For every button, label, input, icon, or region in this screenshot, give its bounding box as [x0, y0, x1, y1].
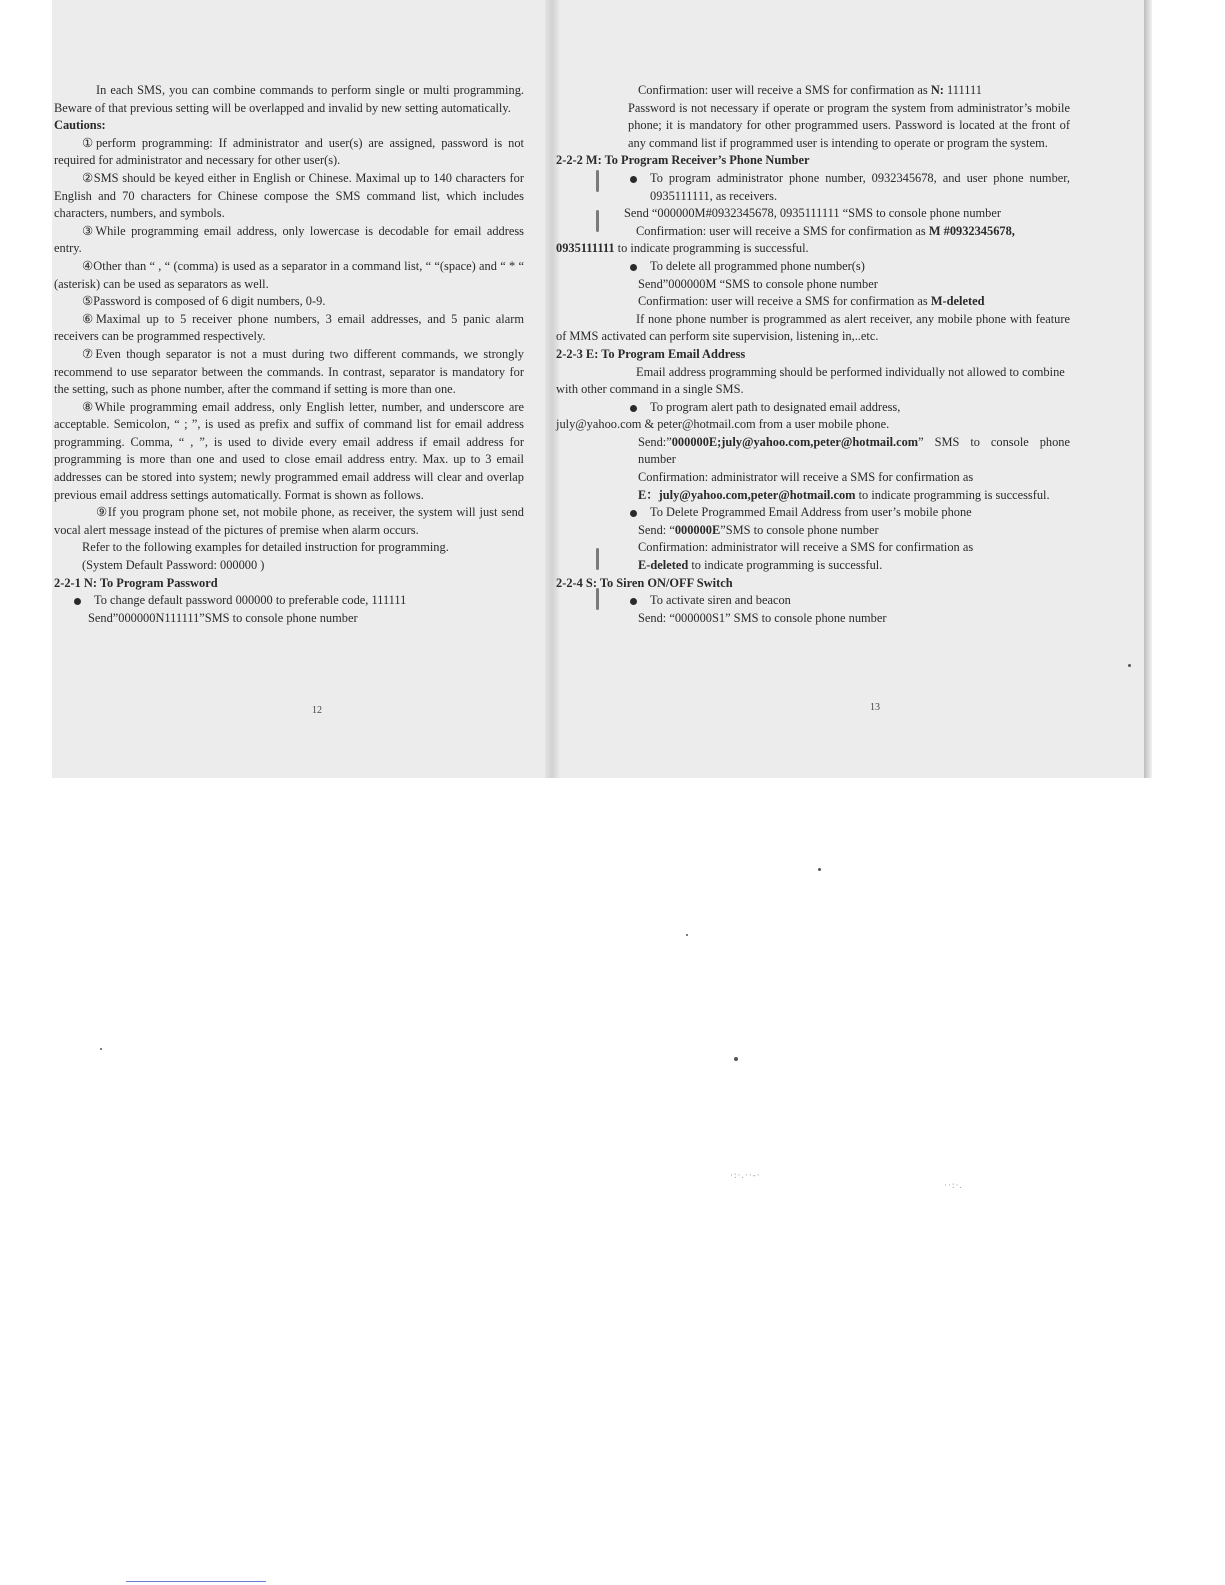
bullet-item: To delete all programmed phone number(s): [610, 258, 1070, 276]
email-addresses: july@yahoo.com & peter@hotmail.com from a user mobile phone.: [556, 417, 890, 432]
staple-mark: [596, 548, 599, 570]
bullet-item: To program administrator phone number, 0932345678, and user phone number, 0935111111, as receivers.: [610, 170, 1070, 205]
send-instruction: Send”000000M “SMS to console phone number: [638, 276, 878, 291]
staple-mark: [596, 170, 599, 192]
scan-speck: [100, 1048, 102, 1050]
bullet-item: To change default password 000000 to preferable code, 111111: [54, 592, 524, 610]
bullet-item: To program alert path to designated email address,: [610, 399, 1070, 417]
password-note: Password is not necessary if operate or program the system from administrator’s mobile phone; it is mandatory for other programmed users. Password is located at the front of any command list if programmed user is intending to operate or program the system.: [628, 100, 1070, 150]
caution-item: ①perform programming: If administrator and user(s) are assigned, password is not required for administrator and necessary for other user(s).: [54, 135, 524, 168]
send-instruction: Send”000000N111111”SMS to console phone number: [88, 610, 358, 625]
intro-paragraph: In each SMS, you can combine commands to perform single or multi programming. Beware of that previous setting will be overlapped and invalid by new setting automatically.: [54, 83, 524, 115]
caution-item: ⑦Even though separator is not a must during two different commands, we strongly recommend to use separator between the commands. In contrast, separator is mandatory for the setting, such as phone number, after the command if setting is more than one.: [54, 346, 524, 397]
bottom-underline: [126, 1581, 266, 1582]
caution-item: ⑥Maximal up to 5 receiver phone numbers, 3 email addresses, and 5 panic alarm receivers can be programmed respectively.: [54, 311, 524, 344]
confirmation-text: Confirmation: user will receive a SMS for confirmation as M-deleted: [638, 294, 985, 309]
section-heading-224: 2-2-4 S: To Siren ON/OFF Switch: [556, 575, 733, 590]
send-instruction: Send: “000000S1” SMS to console phone number: [638, 610, 887, 625]
page-number: 12: [312, 705, 322, 716]
email-intro-continued: with other command in a single SMS.: [556, 382, 744, 397]
send-instruction: Send “000000M#0932345678, 0935111111 “SMS to console phone number: [624, 206, 1001, 221]
confirmation-text: Confirmation: administrator will receive a SMS for confirmation as: [638, 540, 974, 555]
note-paragraph: If none phone number is programmed as alert receiver, any mobile phone with feature of MMS activated can perform site supervision, listening in,..etc.: [556, 311, 1070, 344]
cautions-heading: Cautions:: [54, 118, 106, 133]
bullet-dot-icon: [630, 264, 637, 271]
confirmation-text: Confirmation: administrator will receive a SMS for confirmation as: [638, 470, 974, 485]
page-edge-shadow: [1144, 0, 1152, 778]
scan-speck: [1128, 664, 1131, 667]
scan-speck: [734, 1057, 738, 1061]
caution-item: ⑨If you program phone set, not mobile phone, as receiver, the system will just send vocal alert message instead of the pictures of premise when alarm occurs.: [54, 505, 524, 537]
caution-item: ④Other than “ , “ (comma) is used as a separator in a command list, “ “(space) and “ * “ (asterisk) can be used as separators as well.: [54, 258, 524, 291]
section-heading-222: 2-2-2 M: To Program Receiver’s Phone Number: [556, 153, 810, 168]
confirmation-continued: E-deleted to indicate programming is successful.: [638, 558, 883, 573]
email-intro: Email address programming should be performed individually not allowed to combine: [636, 364, 1065, 379]
default-password-note: (System Default Password: 000000 ): [82, 558, 265, 573]
scan-speck: [686, 934, 688, 936]
send-instruction: Send:”000000E;july@yahoo.com,peter@hotmail.com” SMS to console phone number: [638, 434, 1070, 467]
staple-mark: [596, 210, 599, 232]
caution-item: ②SMS should be keyed either in English or Chinese. Maximal up to 140 characters for English and 70 characters for Chinese compose the SMS command list, which includes characters, numbers, and symbols.: [54, 170, 524, 221]
caution-item: ③While programming email address, only lowercase is decodable for email address entry.: [54, 223, 524, 256]
bullet-dot-icon: [630, 405, 637, 412]
bullet-dot-icon: [630, 176, 637, 183]
scan-speck: [818, 868, 821, 871]
page-number: 13: [870, 702, 880, 713]
caution-item: ⑤Password is composed of 6 digit numbers, 0-9.: [82, 294, 326, 309]
confirmation-text: Confirmation: user will receive a SMS for confirmation as N: 111111: [638, 83, 982, 97]
scan-smudge: ·:·.··-·: [730, 1170, 761, 1180]
left-page: [54, 82, 524, 627]
bullet-item: To activate siren and beacon: [610, 592, 1070, 610]
refer-text: Refer to the following examples for detailed instruction for programming.: [82, 540, 449, 555]
right-page: [556, 82, 1070, 627]
scan-smudge: ··:·.: [944, 1180, 963, 1190]
caution-item: ⑧While programming email address, only English letter, number, and underscore are acceptable. Semicolon, “ ; ”, is used as prefix and suffix of command list for email address programming. Comma, “ , ”, is used to divide every email address if email address for programming is more than one and used to close email address entry. Max. up to 3 email addresses can be stored into system; newly programmed email address will clear and overlap previous email address settings automatically. Format is shown as follows.: [54, 399, 524, 502]
confirmation-continued: 0935111111 to indicate programming is successful.: [556, 241, 809, 256]
section-heading-223: 2-2-3 E: To Program Email Address: [556, 346, 746, 361]
section-heading-221: 2-2-1 N: To Program Password: [54, 575, 218, 590]
bullet-item: To Delete Programmed Email Address from user’s mobile phone: [610, 504, 1070, 522]
confirmation-text: Confirmation: user will receive a SMS for confirmation as M #0932345678,: [636, 223, 1015, 238]
send-instruction: Send: “000000E”SMS to console phone number: [638, 522, 879, 537]
confirmation-continued: E：july@yahoo.com,peter@hotmail.com to indicate programming is successful.: [638, 487, 1050, 502]
